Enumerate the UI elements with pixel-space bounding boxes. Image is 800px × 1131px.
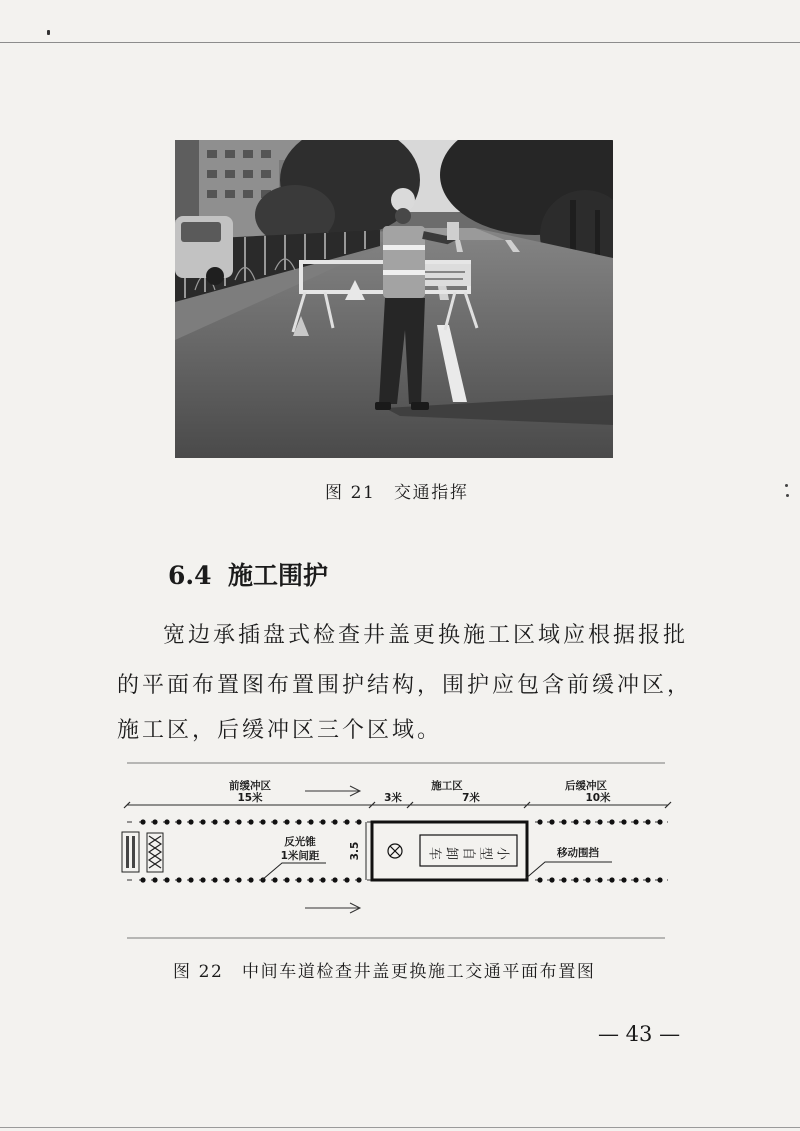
work-zone-label: 施工区: [431, 780, 463, 792]
traffic-direction-arrow-lower: [305, 903, 360, 913]
traffic-direction-arrow-upper: [305, 786, 360, 796]
cone-marker: [140, 877, 145, 882]
scan-dot: [785, 484, 788, 487]
cone-marker: [224, 877, 229, 882]
manhole-icon: [388, 844, 402, 858]
cone-spacing-label: 1米间距: [280, 850, 320, 862]
photo-scene: [175, 140, 613, 458]
cone-leader-line: [262, 863, 326, 880]
cone-marker: [597, 877, 602, 882]
cone-marker: [320, 877, 325, 882]
dump-truck-label: 小型自卸车: [425, 844, 511, 859]
cone-marker: [657, 877, 662, 882]
cone-marker: [332, 877, 337, 882]
cone-marker: [284, 819, 289, 824]
cone-marker: [609, 877, 614, 882]
cone-marker: [356, 819, 361, 824]
cone-marker: [236, 877, 241, 882]
cone-marker: [176, 819, 181, 824]
front-buffer-label: 前缓冲区: [229, 780, 271, 792]
cone-marker: [176, 877, 181, 882]
cone-marker: [585, 877, 590, 882]
cone-marker: [236, 819, 241, 824]
cone-marker: [573, 819, 578, 824]
section-number: 6.4: [168, 561, 212, 590]
sign-text-marks: [126, 836, 129, 868]
chevron-board: [147, 833, 163, 872]
cone-marker: [356, 877, 361, 882]
scan-dot: [786, 494, 789, 497]
cone-marker: [537, 877, 542, 882]
cone-marker: [549, 819, 554, 824]
scan-top-rule: [0, 42, 800, 43]
cone-marker: [272, 819, 277, 824]
cone-marker: [164, 819, 169, 824]
cone-marker: [320, 819, 325, 824]
cone-marker: [645, 877, 650, 882]
cone-marker: [152, 819, 157, 824]
cone-marker: [224, 819, 229, 824]
cone-marker: [272, 877, 277, 882]
work-zone-length-a: 3米: [384, 792, 402, 804]
cone-marker: [164, 877, 169, 882]
cone-marker: [585, 819, 590, 824]
cone-marker: [621, 877, 626, 882]
work-zone-length-b: 7米: [462, 792, 480, 804]
cone-marker: [308, 819, 313, 824]
cone-marker: [645, 819, 650, 824]
cone-marker: [248, 877, 253, 882]
signal-flag: [447, 222, 459, 240]
cone-marker: [344, 877, 349, 882]
cone-marker: [573, 877, 578, 882]
cone-marker: [621, 819, 626, 824]
cone-marker: [633, 877, 638, 882]
cone-label: 反光锥: [284, 836, 316, 848]
cone-marker: [332, 819, 337, 824]
cone-marker: [260, 819, 265, 824]
cone-marker: [344, 819, 349, 824]
cone-marker: [200, 819, 205, 824]
cone-marker: [188, 877, 193, 882]
rear-buffer-length: 10米: [585, 792, 611, 804]
figure-21-caption: 图 21 交通指挥: [325, 483, 469, 503]
paragraph-line: 施工区，后缓冲区三个区域。: [117, 718, 443, 743]
section-heading: [168, 556, 328, 592]
cone-marker: [633, 819, 638, 824]
section-title: 施工围护: [228, 561, 329, 590]
cone-marker: [296, 819, 301, 824]
cone-marker: [308, 877, 313, 882]
cone-marker: [140, 819, 145, 824]
cone-marker: [609, 819, 614, 824]
cone-marker: [549, 877, 554, 882]
traffic-layout-diagram: [110, 755, 690, 950]
cone-marker: [212, 877, 217, 882]
scan-mark: [47, 30, 50, 35]
cone-marker: [561, 819, 566, 824]
lane-width-label: 3.5: [349, 841, 361, 861]
cone-marker: [657, 819, 662, 824]
figure-22-caption: 图 22 中间车道检查井盖更换施工交通平面布置图: [173, 962, 596, 982]
cone-marker: [188, 819, 193, 824]
front-buffer-length: 15米: [237, 792, 263, 804]
page-number: — 43 —: [598, 1022, 681, 1046]
cone-marker: [248, 819, 253, 824]
fence-label: 移动围挡: [557, 847, 599, 859]
traffic-control-photo: [175, 140, 613, 458]
cone-marker: [537, 819, 542, 824]
barrier-sign-board: [419, 264, 471, 286]
warning-sign: [122, 832, 139, 872]
cone-marker: [200, 877, 205, 882]
paragraph-line: 宽边承插盘式检查井盖更换施工区域应根据报批: [163, 623, 689, 648]
scan-bottom-rule: [0, 1127, 800, 1128]
cone-marker: [284, 877, 289, 882]
fence-leader-line: [524, 862, 612, 880]
rear-buffer-label: 后缓冲区: [565, 780, 607, 792]
cone-marker: [212, 819, 217, 824]
cone-marker: [561, 877, 566, 882]
sign-text-marks: [132, 836, 135, 868]
cone-marker: [152, 877, 157, 882]
cone-marker: [597, 819, 602, 824]
parked-car: [175, 216, 233, 285]
paragraph-line: 的平面布置图布置围护结构，围护应包含前缓冲区，: [117, 673, 693, 698]
cone-marker: [296, 877, 301, 882]
